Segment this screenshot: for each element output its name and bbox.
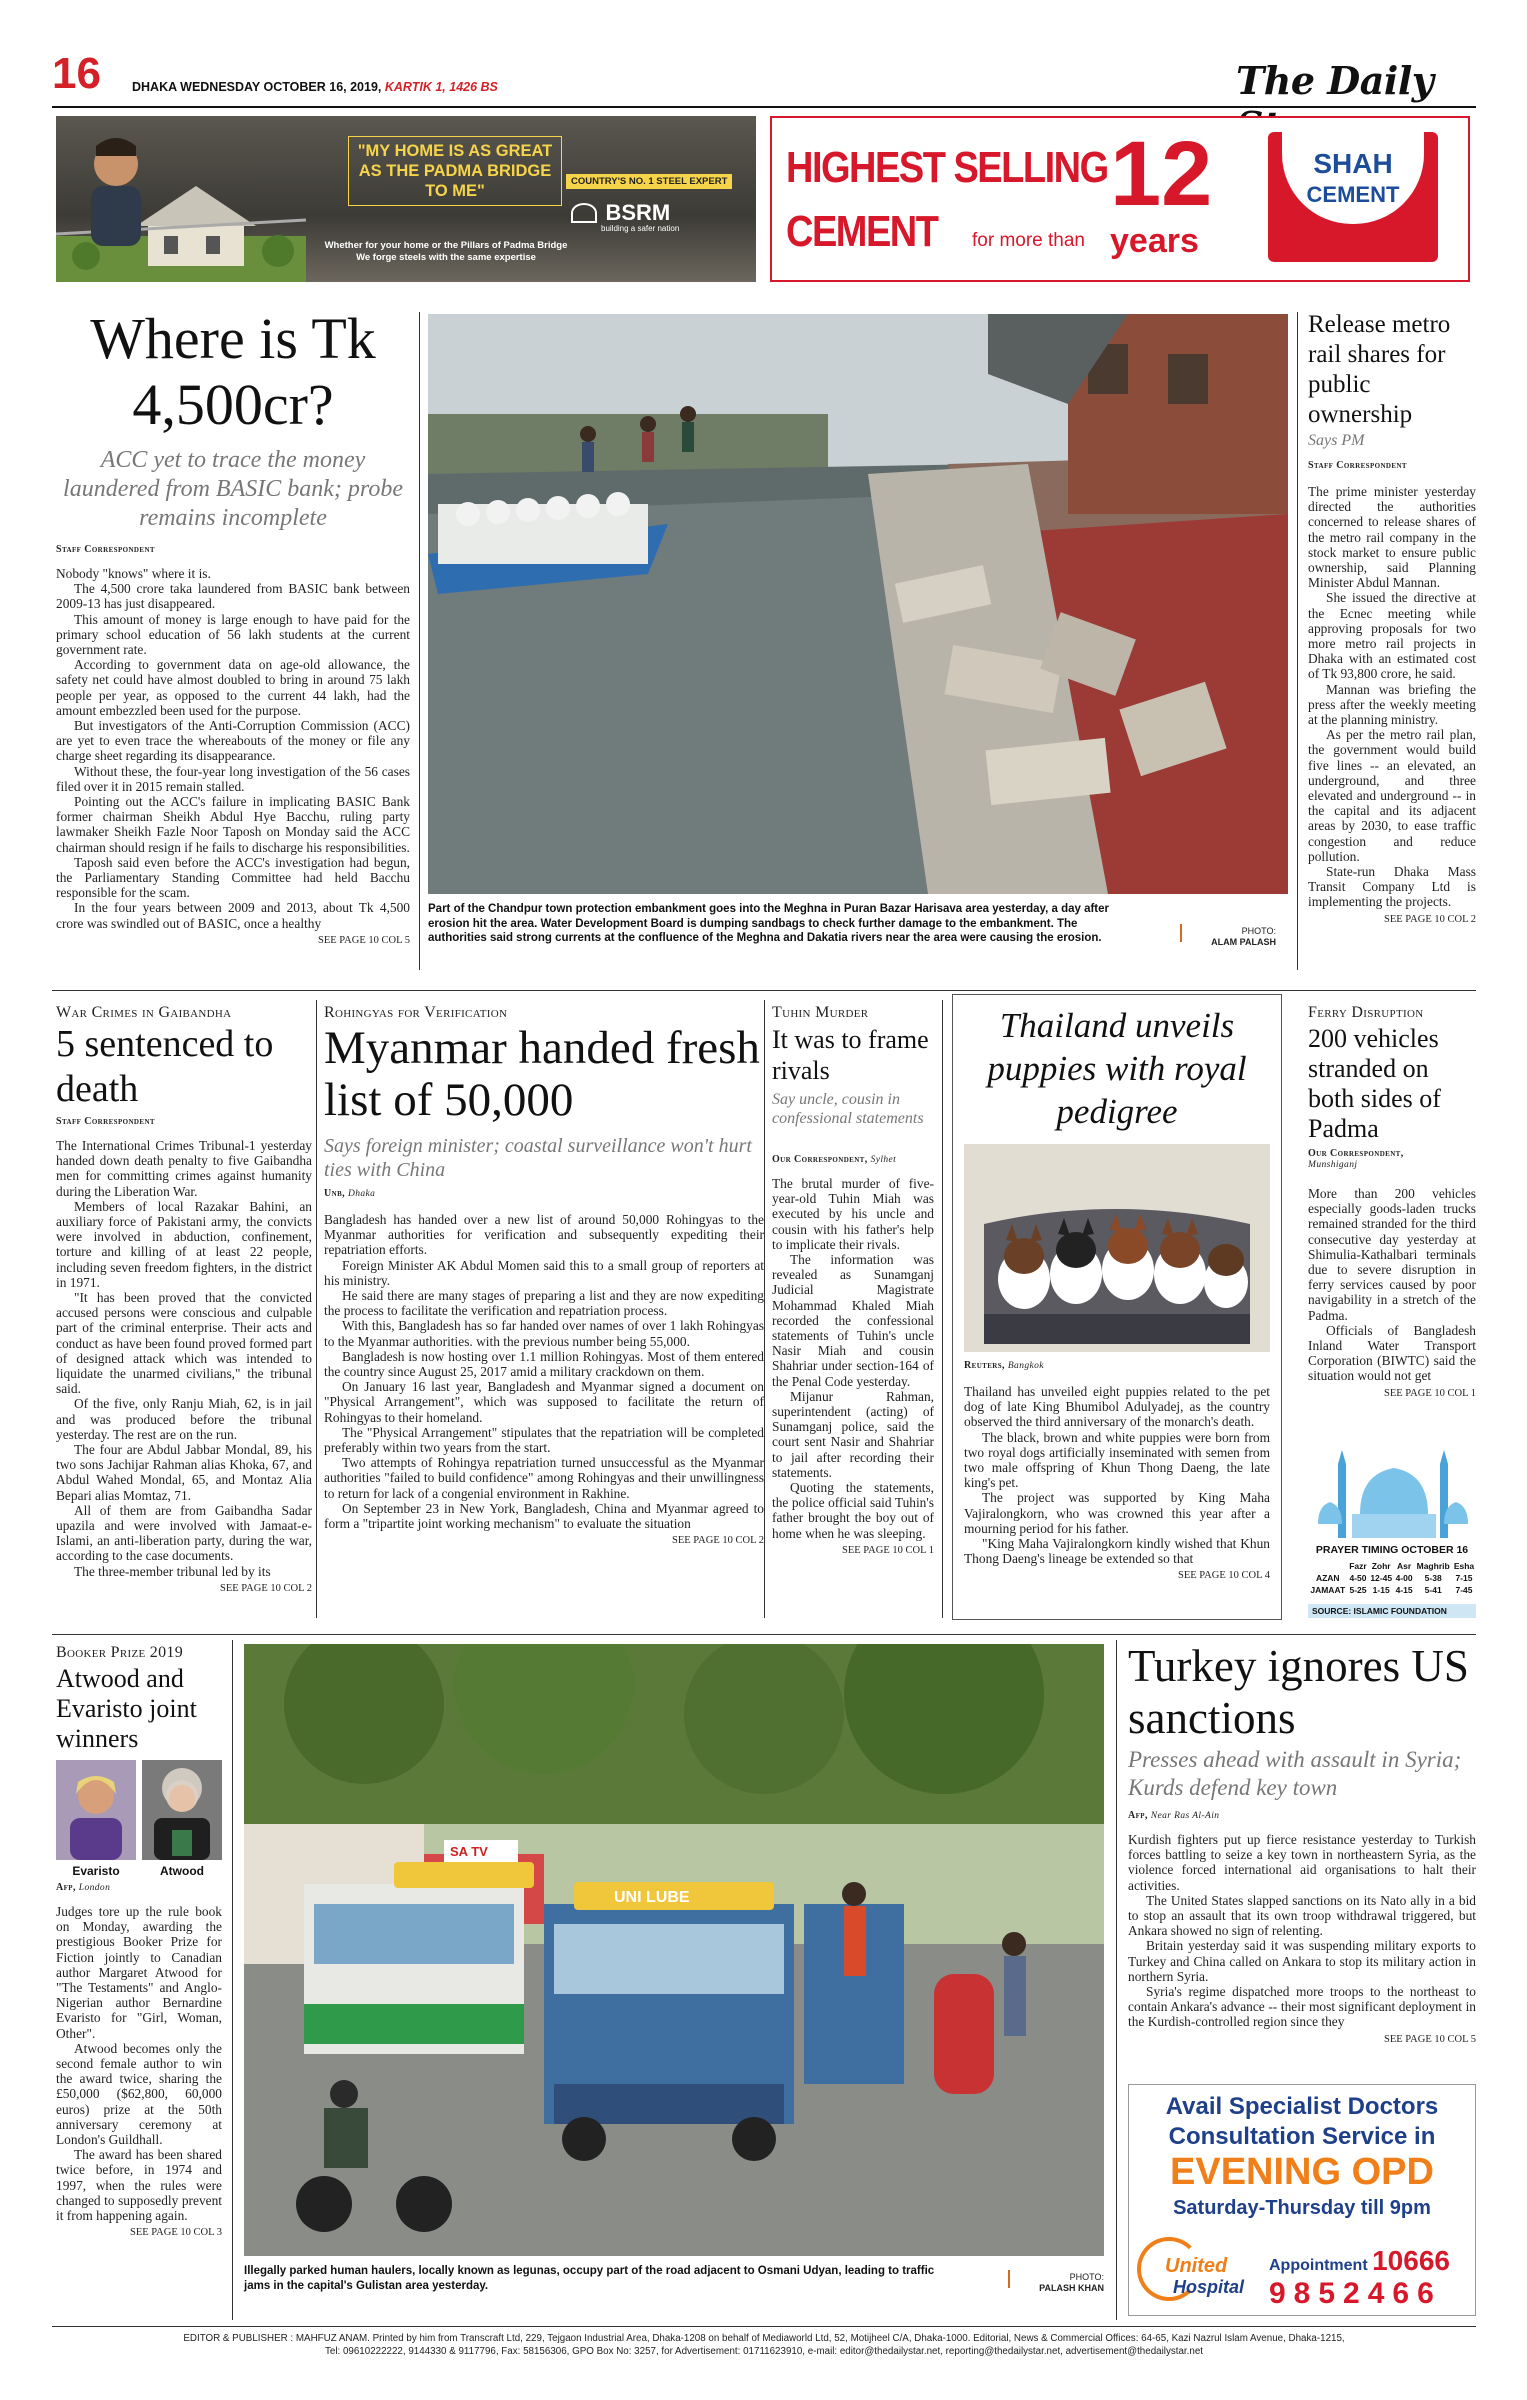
booker-para: Atwood becomes only the second female author to win the award twice, sharing the £50,000 ($62,800, 60,000 euros) prize at the 50th anniversary ceremony at London's Guildhall. (56, 2040, 222, 2148)
war-body (56, 1138, 312, 1596)
column-rule (316, 1000, 317, 1618)
metro-para: As per the metro rail plan, the government would build five lines -- an elevated, an underground, and three elevated and underground -- in the capital and its adjacent areas by 2030, to ease traffic congestion and reduce pollution. (1308, 727, 1476, 864)
prayer-source: SOURCE: ISLAMIC FOUNDATION (1308, 1604, 1476, 1618)
booker-byline (56, 1882, 110, 1893)
bsrm-sub (296, 240, 596, 264)
appointment-number: 10666 (1372, 2245, 1450, 2276)
basic-headline[interactable]: Where is Tk 4,500cr? (90, 306, 376, 437)
thailand-para: Thailand has unveiled eight puppies related to the pet dog of late King Bhumibol Adulyadej, as the country observed the third anniversary of the monarch's death. (964, 1384, 1270, 1430)
turkey-body (1128, 1832, 1476, 2047)
war-para: The four are Abdul Jabbar Mondal, 89, his two sons Jachijar Rahman alias Khoka, 67, and Abdul Wahed Mondal, 65, and Montaz Alia Bepari alias Momtaz, 71. (56, 1442, 312, 1503)
credit-label: PHOTO: (1241, 926, 1276, 936)
tuhin-para: Mijanur Rahman, superintendent (acting) of Sunamganj police, said the court sent Nasir and Shahriar to jail after recording their statements. (772, 1388, 934, 1480)
thailand-para: The black, brown and white puppies were born from two royal dogs artificially inseminated with semen from two male offspring of Khun Thong Daeng, the late king's pet. (964, 1429, 1270, 1491)
ferry-headline[interactable]: 200 vehicles stranded on both sides of Padma (1308, 1024, 1441, 1143)
dateline-date: DHAKA WEDNESDAY OCTOBER 16, 2019, (132, 80, 382, 94)
basic-para: In the four years between 2009 and 2013, about Tk 4,500 crore was swindled out of BASIC, once a healthy (56, 900, 410, 931)
booker-see-page[interactable]: SEE PAGE 10 COL 3 (130, 2227, 222, 2239)
ferry-see-page[interactable]: SEE PAGE 10 COL 1 (1384, 1387, 1476, 1399)
sign-text: UNI LUBE (614, 1889, 690, 1906)
tuhin-headline[interactable]: It was to frame rivals (772, 1025, 929, 1085)
atwood-label: Atwood (160, 1864, 204, 1878)
thailand-para: The project was supported by King Maha Vajiralongkorn, who was crowned this year after a mourning period for his father. (964, 1490, 1270, 1536)
metro-see-page[interactable]: SEE PAGE 10 COL 2 (1384, 913, 1476, 925)
metro-body (1308, 484, 1476, 927)
metro-para: She issued the directive at the Ecnec meeting while approving proposals for two more metro rail projects in Dhaka with an estimated cost of Tk 93,800 crore, he said. (1308, 590, 1476, 682)
rohingya-headline[interactable]: Myanmar handed fresh list of 50,000 (324, 1022, 760, 1126)
basic-para: But investigators of the Anti-Corruption Commission (ACC) are yet to even trace the whereabouts of the money or file any charge sheet regarding its disappearance. (56, 718, 410, 764)
hospital-phone: 9852466 (1269, 2277, 1442, 2310)
war-para: Of the five, only Ranju Miah, 62, is in jail and was produced before the tribunal yesterday. The rest are on the run. (56, 1396, 312, 1442)
thailand-headline[interactable]: Thailand unveils puppies with royal pedigree (987, 1006, 1247, 1131)
tuhin-byline-agency: Our Correspondent, (772, 1154, 868, 1165)
ferry-body (1308, 1186, 1476, 1401)
column-rule (232, 1640, 233, 2320)
evaristo-label: Evaristo (72, 1864, 120, 1878)
shah-line1: HIGHEST SELLING (786, 144, 1108, 193)
rohingya-para: Foreign Minister AK Abdul Momen said this to a small group of reporters at his ministry. (324, 1257, 764, 1288)
dateline (132, 80, 498, 94)
basic-para: The 4,500 crore taka laundered from BASIC bank between 2009-13 has just disappeared. (56, 581, 410, 612)
leguna-photo[interactable] (244, 1644, 1104, 2256)
hospital-line1: Avail Specialist Doctors (1165, 2093, 1439, 2120)
war-kicker: War Crimes in Gaibandha (56, 1004, 232, 1021)
prayer-time: 4-50 (1349, 1573, 1367, 1583)
footer-line2: Tel: 09610222222, 9144330 & 9117796, Fax: 58156306, GPO Box No: 3257, for Advertisement: 01711623910, e-mail: editor@thedailystar.net, reporting@thedailystar.net, advertisement@thedailystar.net (324, 2346, 1203, 2357)
puppies-photo[interactable] (964, 1144, 1270, 1352)
rohingya-see-page[interactable]: SEE PAGE 10 COL 2 (672, 1535, 764, 1547)
caption-rule (1008, 2270, 1010, 2288)
basic-para: Nobody "knows" where it is. (56, 566, 211, 581)
booker-byline-place: London (78, 1883, 111, 1893)
rohingya-byline-agency: Unb, (324, 1188, 346, 1199)
shah-logo (1268, 132, 1438, 262)
caption-rule (1180, 924, 1182, 942)
metro-para: The prime minister yesterday directed the authorities concerned to release shares of the metro rail company in the stock market to ensure public ownership, said Planning Minister Abdul Mannan. (1308, 484, 1476, 591)
turkey-byline-agency: Afp, (1128, 1810, 1148, 1821)
thailand-see-page[interactable]: SEE PAGE 10 COL 4 (1178, 1570, 1270, 1582)
turkey-deck: Presses ahead with assault in Syria; Kurds defend key town (1128, 1747, 1462, 1800)
prayer-row-label: AZAN (1315, 1573, 1340, 1583)
rohingya-deck: Says foreign minister; coastal surveillance won't hurt ties with China (324, 1135, 752, 1181)
embankment-caption: Part of the Chandpur town protection embankment goes into the Meghna in Puran Bazar Harisava area yesterday, a day after erosion hit the area. Water Development Board is dumping sandbags to check further damage to the embankment. The authorities said strong currents at the confluence of the Meghna and Dakatia rivers near the area were causing the erosion. (428, 903, 1110, 944)
shah-number: 12 (1110, 123, 1213, 225)
basic-body (56, 566, 410, 948)
hospital-line3: EVENING OPD (1170, 2151, 1434, 2193)
thailand-byline-agency: Reuters, (964, 1360, 1005, 1371)
prayer-time: 4-15 (1395, 1585, 1413, 1595)
thailand-byline-place: Bangkok (1007, 1361, 1044, 1371)
war-para: The International Crimes Tribunal-1 yesterday handed down death penalty to five Gaibandha men for committing crimes against humanity during the Liberation War. (56, 1138, 312, 1199)
tuhin-para: The brutal murder of five-year-old Tuhin Miah was executed by his uncle and cousin with his father's help to implicate their rivals. (772, 1176, 934, 1252)
footer-rule (52, 2326, 1476, 2327)
atwood-photo[interactable] (142, 1760, 222, 1860)
turkey-para: The United States slapped sanctions on its Nato ally in a bid to stop an assault that its own troop withdrawal triggered, but Ankara showed no sign of relenting. (1128, 1892, 1476, 1939)
basic-para: Taposh said even before the ACC's investigation had begun, the Parliamentary Standing Committee had held Bacchu responsible for the scam. (56, 854, 410, 901)
bsrm-brand: BSRM (605, 200, 671, 225)
rohingya-byline-place: Dhaka (347, 1189, 376, 1199)
page-number: 16 (52, 49, 101, 98)
ferry-para: Officials of Bangladesh Inland Water Transport Corporation (BIWTC) said the situation would not get (1308, 1322, 1476, 1384)
ferry-kicker: Ferry Disruption (1308, 1004, 1424, 1021)
column-rule (1297, 312, 1298, 970)
basic-para: According to government data on age-old allowance, the safety net could have almost doubled to bring in around 75 lakh people per year, as opposed to the current 44 lakh, had the amount embezzled been used for the purpose. (56, 657, 410, 718)
basic-byline: Staff Correspondent (56, 544, 155, 555)
rohingya-para: He said there are many stages of preparing a list and they are now expediting the process to facilitate the verification and repatriation process. (324, 1288, 764, 1319)
footer-line1: EDITOR & PUBLISHER : MAHFUZ ANAM. Printed by him from Transcraft Ltd, 229, Tejgaon Industrial Area, Dhaka-1208 on behalf of Mediaworld Ltd, 52, Motijheel C/A, Dhaka-1000. Editorial, News & Commercial Offices: 64-65, Kazi Nazrul Islam Avenue, Dhaka-1215, (183, 2333, 1345, 2344)
tuhin-see-page[interactable]: SEE PAGE 10 COL 1 (842, 1544, 934, 1556)
puppies-photo-art (964, 1144, 1270, 1352)
bsrm-quote: "MY HOME IS AS GREAT AS THE PADMA BRIDGE TO ME" (348, 136, 562, 206)
bsrm-tag: COUNTRY'S NO. 1 STEEL EXPERT (566, 174, 732, 189)
prayer-header: Fazr (1349, 1561, 1367, 1571)
embankment-photo[interactable] (428, 314, 1288, 894)
bsrm-ad[interactable] (56, 116, 756, 282)
booker-para: The award has been shared twice before, in 1974 and 1997, when the rules were changed to supposedly prevent it from happening again. (56, 2147, 222, 2224)
turkey-headline[interactable]: Turkey ignores US sanctions (1128, 1641, 1469, 1743)
prayer-time: 7-15 (1455, 1573, 1473, 1583)
logo[interactable]: The Daily (1236, 58, 1434, 103)
basic-para: Without these, the four-year long investigation of the 56 cases filed over it in 2015 remain stalled. (56, 763, 410, 794)
war-para: "It has been proved that the convicted accused persons were conscious and culpable part of the criminal enterprise. Their acts and conduct as have been found proved formed part of designed attack which was intended to liquidate the unarmed civilians," the tribunal said. (56, 1290, 312, 1397)
puppy (1204, 1244, 1248, 1308)
rohingya-para: Bangladesh is now hosting over 1.1 million Rohingyas. Most of them entered the country since August 25, 2017 amid a military crackdown on them. (324, 1348, 764, 1380)
mosque-icon (1308, 1444, 1476, 1540)
hospital-brand2: Hospital (1173, 2277, 1245, 2297)
united-hospital-ad[interactable] (1128, 2084, 1476, 2316)
ferry-byline-agency: Our Correspondent, (1308, 1148, 1404, 1159)
war-headline[interactable]: 5 sentenced to death (56, 1023, 274, 1110)
prayer-header: Asr (1397, 1561, 1412, 1571)
tuhin-para: Quoting the statements, the police official said Tuhin's father brought the boy out of home when he was sleeping. (772, 1480, 934, 1541)
hospital-line4: Saturday-Thursday till 9pm (1173, 2197, 1431, 2219)
booker-kicker: Booker Prize 2019 (56, 1644, 183, 1661)
ferry-para: More than 200 vehicles especially goods-laden trucks remained stranded for the third consecutive day yesterday at Shimulia-Kathalbari terminals due to severe disruption in ferry services caused by poor navigability in a stretch of the Padma. (1308, 1186, 1476, 1323)
prayer-time: 4-00 (1395, 1573, 1413, 1583)
war-see-page[interactable]: SEE PAGE 10 COL 2 (220, 1582, 312, 1594)
ferry-byline (1308, 1148, 1476, 1170)
basic-deck: ACC yet to trace the money laundered from BASIC bank; probe remains incomplete (63, 447, 403, 531)
hospital-brand1: United (1165, 2255, 1228, 2277)
column-rule (1116, 1640, 1117, 2320)
prayer-time: 5-41 (1424, 1585, 1442, 1595)
prayer-time: 5-25 (1349, 1585, 1367, 1595)
masthead-rule (52, 106, 1476, 108)
shah-for-more: for more than (972, 230, 1085, 251)
shah-years: years (1110, 222, 1199, 260)
booker-body (56, 1904, 222, 2240)
hospital-logo (1137, 2237, 1267, 2307)
column-rule (419, 312, 420, 970)
turkey-byline-place: Near Ras Al-Ain (1150, 1811, 1220, 1821)
tuhin-deck: Say uncle, cousin in confessional statements (772, 1091, 924, 1127)
prayer-row (1308, 1584, 1476, 1596)
war-para: The three-member tribunal led by its (74, 1563, 271, 1579)
prayer-row-label: JAMAAT (1310, 1585, 1346, 1595)
credit-name: ALAM PALASH (1211, 937, 1276, 947)
leguna-credit (1016, 2272, 1104, 2294)
shah-line2: CEMENT (786, 208, 938, 257)
basic-para: Pointing out the ACC's failure in implicating BASIC Bank former chairman Sheikh Abdul Hye Bacchu, ruling party lawmaker Sheikh Fazle Noor Taposh on Monday said the ACC chairman should resign if he fails to discharge his responsibilities. (56, 794, 410, 855)
hospital-appointment (1269, 2245, 1450, 2277)
rohingya-para: On September 23 in New York, Bangladesh, China and Myanmar agreed to form a "tripartite joint working mechanism" to evaluate the situation (324, 1500, 764, 1532)
shah-cement-ad[interactable] (770, 116, 1470, 282)
bsrm-logo-icon (571, 203, 597, 223)
hospital-line2: Consultation Service in (1168, 2123, 1436, 2150)
bsrm-logo (571, 200, 679, 233)
leguna-caption: Illegally parked human haulers, locally known as legunas, occupy part of the road adjacent to Osmani Udyan, leading to traffic jams in the capital's Gulistan area yesterday. (244, 2265, 935, 2292)
credit-label: PHOTO: (1069, 2272, 1104, 2282)
bsrm-brand-tagline: building a safer nation (601, 224, 680, 233)
rohingya-byline (324, 1188, 375, 1199)
ferry-byline-place: Munshiganj (1308, 1160, 1358, 1170)
rohingya-para: On January 16 last year, Bangladesh and Myanmar signed a document on "Physical Arrangement", which was supposed to facilitate the return of Rohingyas to their homeland. (324, 1379, 764, 1425)
prayer-time: 5-38 (1424, 1573, 1442, 1583)
tuhin-body (772, 1176, 934, 1558)
basic-see-page[interactable]: SEE PAGE 10 COL 5 (318, 934, 410, 946)
evaristo-portrait (56, 1760, 136, 1860)
evaristo-photo[interactable] (56, 1760, 136, 1860)
footer (52, 2332, 1476, 2358)
prayer-header: Esha (1453, 1561, 1475, 1571)
prayer-box (1308, 1444, 1476, 1620)
thailand-para: "King Maha Vajiralongkorn kindly wished that Khun Thong Daeng's lineage be extended so that (964, 1536, 1270, 1567)
rohingya-para: Two attempts of Rohingya repatriation turned unsuccessful as the Myanmar authorities "failed to build confidence" among Rohingyas and their unwillingness to return for lack of a congenial environment in Rakhine. (324, 1455, 764, 1501)
war-byline: Staff Correspondent (56, 1116, 155, 1127)
leguna-photo-art (244, 1644, 1104, 2256)
prayer-time: 1-15 (1372, 1585, 1390, 1595)
section-rule (52, 1634, 1476, 1635)
booker-headline[interactable]: Atwood and Evaristo joint winners (56, 1664, 197, 1753)
column-rule (764, 1000, 765, 1618)
turkey-byline (1128, 1810, 1219, 1821)
credit-name: PALASH KHAN (1039, 2283, 1104, 2293)
war-para: Members of local Razakar Bahini, an auxiliary force of Pakistani army, the convicts were involved in abduction, confinement, torture and killing of at least 22 people, including seven freedom fighters, in the district in 1971. (56, 1198, 312, 1290)
prayer-header-row (1308, 1560, 1476, 1572)
tuhin-byline (772, 1154, 896, 1165)
bsrm-sub1: Whether for your home or the Pillars of Padma Bridge (324, 240, 568, 251)
basic-para: This amount of money is large enough to have paid for the primary school education of 56 lakh students at the current government rate. (56, 611, 410, 658)
turkey-para: Kurdish fighters put up fierce resistance yesterday to Turkish forces battling to seize a key town in northeastern Syria, as the violence forced international aid organisations to halt their activities. (1128, 1832, 1476, 1893)
prayer-time: 12-45 (1370, 1573, 1393, 1583)
prayer-header-blank (1308, 1560, 1348, 1572)
thailand-byline (964, 1360, 1044, 1371)
dateline-bangla: KARTIK 1, 1426 BS (384, 80, 498, 94)
rohingya-kicker: Rohingyas for Verification (324, 1004, 508, 1021)
prayer-title: PRAYER TIMING OCTOBER 16 (1315, 1544, 1469, 1556)
tuhin-kicker: Tuhin Murder (772, 1004, 869, 1021)
prayer-time: 7-45 (1455, 1585, 1473, 1595)
metro-para: Mannan was briefing the press after the weekly meeting at the planning ministry. (1308, 681, 1476, 728)
thailand-body (964, 1384, 1270, 1584)
metro-para: State-run Dhaka Mass Transit Company Ltd is implementing the projects. (1308, 864, 1476, 910)
prayer-header: Maghrib (1416, 1561, 1450, 1571)
war-para: All of them are from Gaibandha Sadar upazila and were involved with Jamaat-e-Islami, an anti-liberation party, during the war, according to the case documents. (56, 1502, 312, 1564)
booker-byline-agency: Afp, (56, 1882, 76, 1893)
embankment-photo-art (428, 314, 1288, 894)
turkey-para: Syria's regime dispatched more troops to the northeast to contain Ankara's advance -- their most significant deployment in the Kurdish-controlled region since they (1128, 1984, 1476, 2030)
booker-para: Judges tore up the rule book on Monday, awarding the prestigious Booker Prize for Fiction jointly to Canadian author Margaret Atwood for "The Testaments" and Anglo-Nigerian author Bernardine Evaristo for "Girl, Woman, Other". (56, 1904, 222, 2041)
bsrm-sub2: We forge steels with the same expertise (356, 252, 536, 263)
atwood-portrait (142, 1760, 222, 1860)
rohingya-para: Bangladesh has handed over a new list of around 50,000 Rohingyas to the Myanmar authorities for verification and subsequently expediting their repatriation efforts. (324, 1212, 764, 1258)
rohingya-body (324, 1212, 764, 1548)
shah-brand2: CEMENT (1306, 182, 1400, 207)
prayer-row (1308, 1572, 1476, 1584)
column-rule (942, 1000, 943, 1618)
section-rule (52, 990, 1476, 991)
prayer-table (1308, 1560, 1476, 1596)
bsrm-illustration (56, 116, 306, 282)
embankment-credit (1190, 926, 1276, 948)
prayer-header: Zohr (1371, 1561, 1391, 1571)
rohingya-para: With this, Bangladesh has so far handed over names of over 1 lakh Rohingyas to the Myanmar authorities. with the previous number being 55,000. (324, 1318, 764, 1349)
turkey-see-page[interactable]: SEE PAGE 10 COL 5 (1384, 2033, 1476, 2045)
turkey-para: Britain yesterday said it was suspending military exports to Turkey and China called on Ankara to stop its military action in northern Syria. (1128, 1938, 1476, 1984)
shah-brand1: SHAH (1313, 148, 1393, 179)
metro-byline: Staff Correspondent (1308, 460, 1407, 471)
metro-headline[interactable]: Release metro rail shares for public ownership (1308, 311, 1451, 428)
tuhin-byline-place: Sylhet (870, 1155, 897, 1165)
van-text: SA TV (450, 1844, 488, 1859)
tuhin-para: The information was revealed as Sunamganj Judicial Magistrate Mohammad Khaled Miah recorded the confessional statements of Tuhin's uncle Nasir Miah and cousin Shahriar under section-164 of the Penal Code yesterday. (772, 1252, 934, 1389)
appointment-label: Appointment (1269, 2257, 1368, 2274)
metro-deck: Says PM (1308, 432, 1365, 449)
rohingya-para: The "Physical Arrangement" stipulates that the repatriation will be completed preferably within two years from the start. (324, 1424, 764, 1456)
